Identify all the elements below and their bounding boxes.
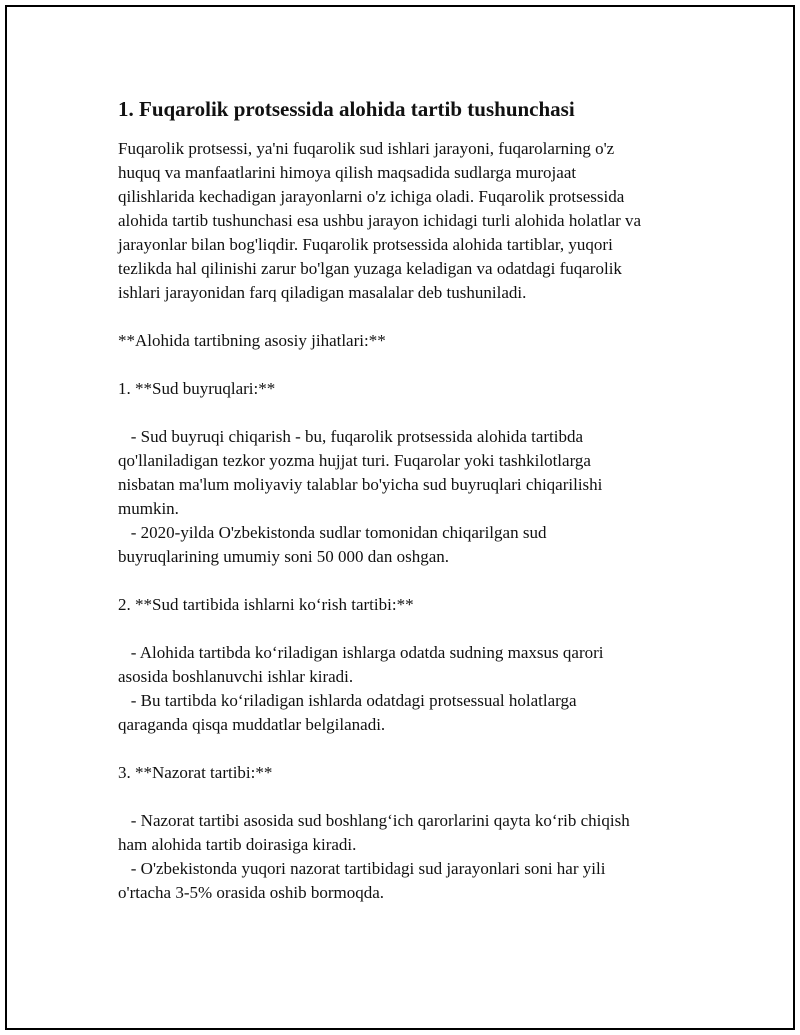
section-body-1: - Sud buyruqi chiqarish - bu, fuqarolik protsessida alohida tartibda qo'llaniladigan tezkor yozma hujjat turi. Fuqarolar yoki tashkilotlarga nisbatan ma'lum moliyaviy talablar bo'yicha sud buyruqlari chiqarilishi mumkin. - 2020-yilda O'zbekistonda sudlar tomonidan chiqarilgan sud buyruqlarining umumiy soni 50 000 dan oshgan. [118, 427, 603, 566]
document-page [5, 5, 795, 1030]
section-body-3: - Nazorat tartibi asosida sud boshlang‘ich qarorlarini qayta ko‘rib chiqish ham alohida tartib doirasiga kiradi. - O'zbekistonda yuqori nazorat tartibidagi sud jarayonlari soni har yili o'rtacha 3-5% orasida oshib bormoqda. [118, 811, 630, 902]
section-heading-2: 2. **Sud tartibida ishlarni ko‘rish tartibi:** [118, 595, 414, 614]
aspects-heading: **Alohida tartibning asosiy jihatlari:** [118, 331, 386, 350]
section-heading-3: 3. **Nazorat tartibi:** [118, 763, 273, 782]
section-heading-1: 1. **Sud buyruqlari:** [118, 379, 276, 398]
document-title: 1. Fuqarolik protsessida alohida tartib tushunchasi [118, 97, 575, 121]
document-content [118, 95, 698, 905]
intro-paragraph: Fuqarolik protsessi, ya'ni fuqarolik sud ishlari jarayoni, fuqarolarning o'z huquq va manfaatlarini himoya qilish maqsadida sudlarga murojaat qilishlarida kechadigan jarayonlarni o'z ichiga oladi. Fuqarolik protsessida alohida tartib tushunchasi esa ushbu jarayon ichidagi turli alohida holatlar va jarayonlar bilan bog'liqdir. Fuqarolik protsessida alohida tartiblar, yuqori tezlikda hal qilinishi zarur bo'lgan yuzaga keladigan va odatdagi fuqarolik ishlari jarayonidan farq qiladigan masalalar deb tushuniladi. [118, 139, 642, 302]
section-body-2: - Alohida tartibda ko‘riladigan ishlarga odatda sudning maxsus qarori asosida boshlanuvchi ishlar kiradi. - Bu tartibda ko‘riladigan ishlarda odatdagi protsessual holatlarga qaraganda qisqa muddatlar belgilanadi. [118, 643, 604, 734]
